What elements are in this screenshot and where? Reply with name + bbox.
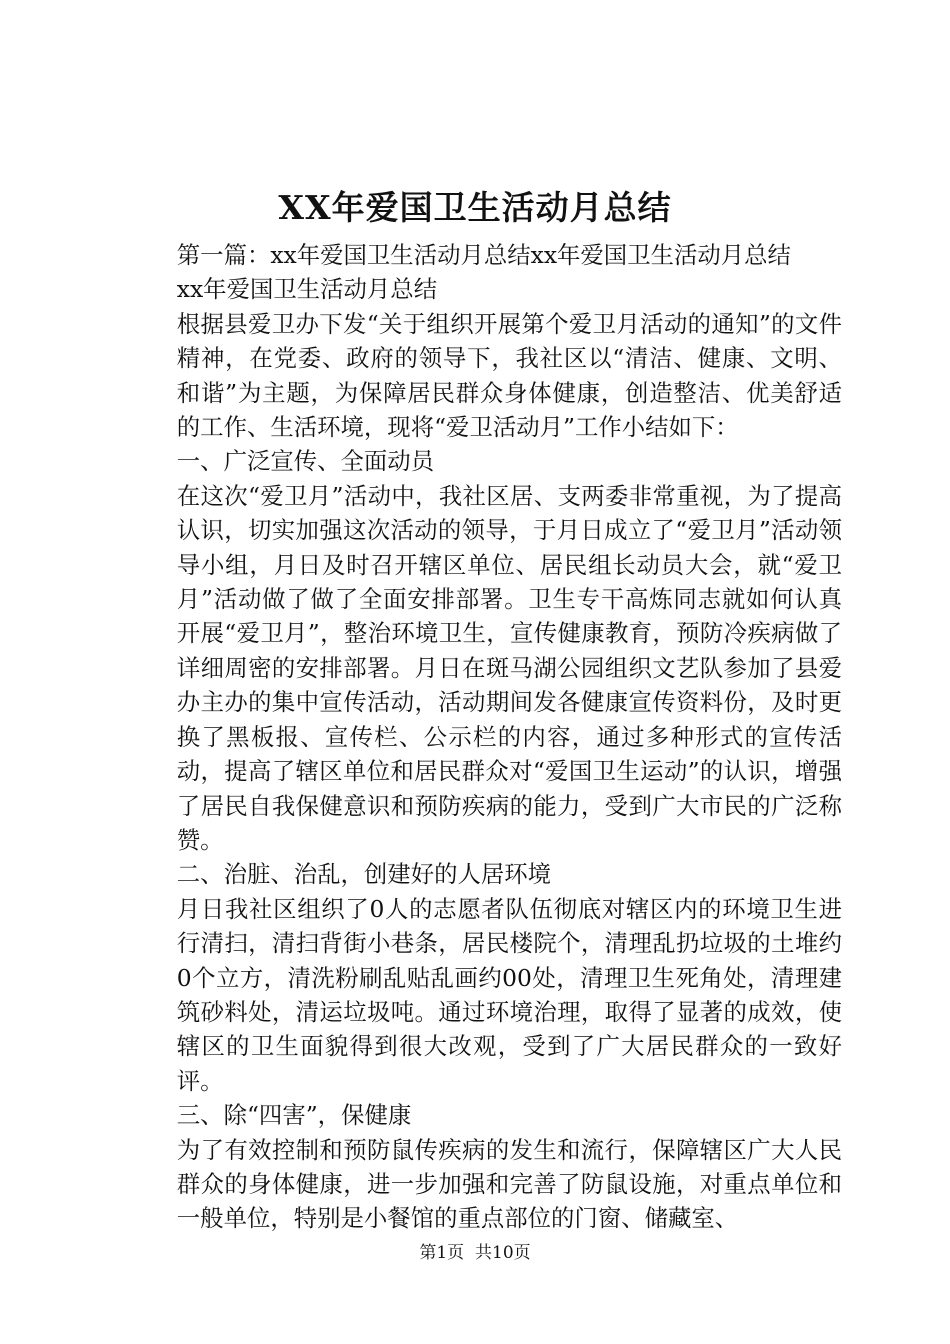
page-total: 共10页 [475,1243,531,1263]
paragraph-opening: 根据县爱卫办下发“关于组织开展第个爱卫月活动的通知”的文件精神，在党委、政府的领导下，我社区以“清洁、健康、文明、和谐”为主题，为保障居民群众身体健康，创造整洁、优美舒适的工作、生活环境，现将“爱卫活动月”工作小结如下： [176,309,842,442]
document-title: XX年爱国卫生活动月总结 [278,188,672,227]
page-footer [0,1242,950,1264]
paragraph-section-2: 月日我社区组织了0人的志愿者队伍彻底对辖区内的环境卫生进行清扫，清扫背街小巷条，居民楼院个，清理乱扔垃圾的土堆约0个立方，清洗粉刷乱贴乱画约00处，清理卫生死角处，清理建筑砂料处，清运垃圾吨。通过环境治理，取得了显著的成效，使辖区的卫生面貌得到很大改观，受到了广大居民群众的一致好评。 [176,894,842,1095]
paragraph-subtitle: xx年爱国卫生活动月总结 [176,275,438,304]
paragraph-intro: 第一篇：xx年爱国卫生活动月总结xx年爱国卫生活动月总结 [176,241,791,269]
page-number: 第1页 [419,1243,465,1263]
section-heading-3: 三、除“四害”，保健康 [176,1101,412,1130]
document-body [130,238,842,1236]
paragraph-section-3: 为了有效控制和预防鼠传疾病的发生和流行，保障辖区广大人民群众的身体健康，进一步加强和完善了防鼠设施，对重点单位和一般单位，特别是小餐馆的重点部位的门窗、储藏室、 [176,1135,842,1233]
footer-spacer [464,1243,475,1263]
section-heading-2: 二、治脏、治乱，创建好的人居环境 [176,860,552,889]
paragraph-section-1: 在这次“爱卫月”活动中，我社区居、支两委非常重视，为了提高认识，切实加强这次活动的领导，于月日成立了“爱卫月”活动领导小组，月日及时召开辖区单位、居民组长动员大会，就“爱卫月”活动做了做了全面安排部署。卫生专干高炼同志就如何认真开展“爱卫月”，整治环境卫生，宣传健康教育，预防冷疾病做了详细周密的安排部署。月日在斑马湖公园组织文艺队参加了县爱办主办的集中宣传活动，活动期间发各健康宣传资料份，及时更换了黑板报、宣传栏、公示栏的内容，通过多种形式的宣传活动，提高了辖区单位和居民群众对“爱国卫生运动”的认识，增强了居民自我保健意识和预防疾病的能力，受到广大市民的广泛称赞。 [176,481,842,854]
section-heading-1: 一、广泛宣传、全面动员 [176,447,435,476]
